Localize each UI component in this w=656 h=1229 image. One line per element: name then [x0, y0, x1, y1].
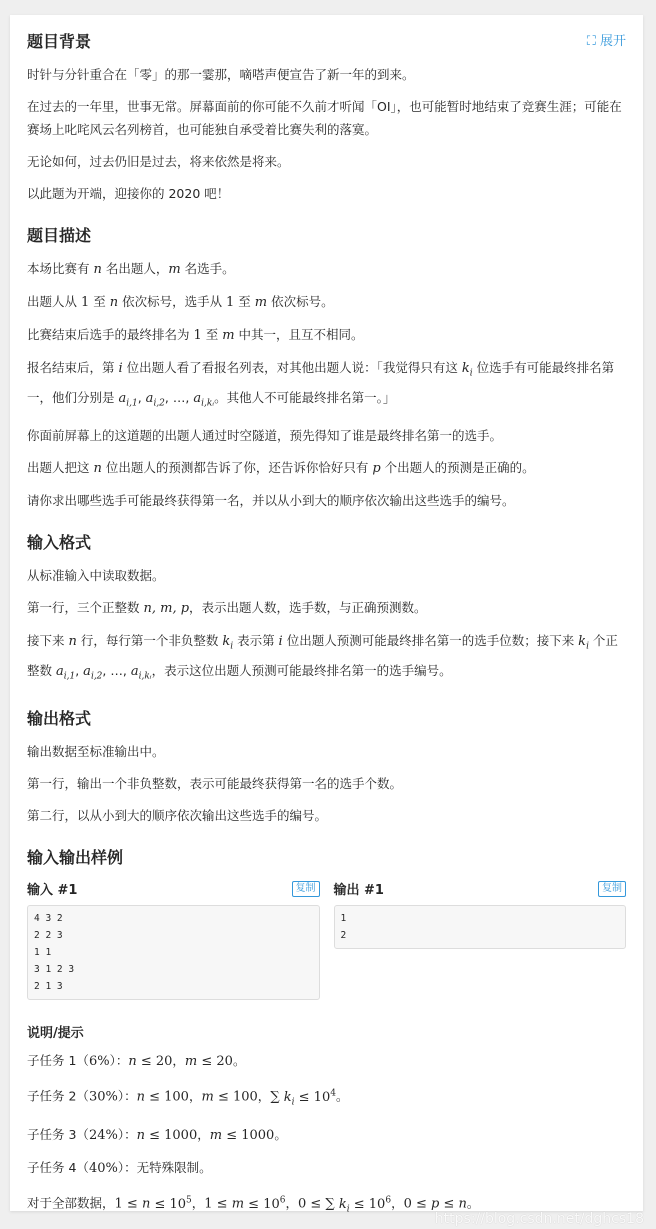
math-base: m [222, 328, 235, 343]
math-num [145, 1128, 197, 1143]
text: 位选手有可能最终排名第一，他们分别是 [27, 360, 615, 405]
paragraph [27, 489, 626, 512]
math-num [150, 1197, 191, 1212]
text: 。 [232, 1053, 246, 1069]
math-base: ∑ [270, 1089, 284, 1105]
math-var [83, 663, 103, 682]
math-num [298, 1197, 339, 1212]
text: 依次标号，选手从 [118, 294, 227, 309]
math-num [404, 1197, 431, 1212]
paragraph [27, 182, 626, 205]
math-base: ≤ 10 [150, 1196, 187, 1212]
section-title-samples: 输入输出样例 [27, 848, 124, 868]
paragraph [27, 564, 626, 587]
text: 比赛结束后选手的最终排名为 [27, 327, 194, 342]
math-base: ≤ 1000 [144, 1128, 198, 1144]
sample-output-title: 输出 #1 [333, 883, 384, 899]
text: , [75, 662, 84, 678]
paragraph [27, 257, 626, 281]
math-base: i [278, 634, 283, 650]
math-var [118, 390, 138, 409]
paragraph [27, 424, 626, 447]
text: , …, [164, 389, 194, 405]
math-base: 6% [88, 1054, 110, 1070]
text: 第二行，以从小到大的顺序依次输出这些选手的编号。 [27, 808, 328, 824]
copy-output-button[interactable]: 复制 [598, 881, 626, 897]
math-base: n [128, 1054, 137, 1070]
text: 。 [335, 1088, 349, 1104]
text: 至 [89, 294, 110, 309]
text: , …, [102, 662, 131, 678]
samples [27, 879, 626, 1000]
math-base: n, m, p [143, 601, 190, 617]
problem-sections [27, 31, 626, 827]
math-base: 0 ≤ ∑ [298, 1196, 339, 1212]
text: ， [172, 1053, 185, 1069]
sample-input [27, 879, 320, 1000]
math-num [350, 1197, 391, 1212]
text: 表示第 [233, 633, 279, 649]
math-num [145, 1090, 189, 1105]
text: 请你求出哪些选手可能最终获得第一名，并以从小到大的顺序依次输出这些选手的编号。 [27, 493, 515, 509]
copy-input-button[interactable]: 复制 [292, 881, 320, 897]
math-num [115, 1197, 142, 1212]
math-subscript: i [346, 1204, 350, 1215]
math-num [193, 328, 201, 343]
math-base: p [431, 1196, 440, 1212]
text: ， [197, 1127, 210, 1143]
sample-output [334, 879, 627, 1000]
paragraph [27, 63, 626, 86]
math-var [168, 262, 180, 277]
math-base: m [168, 262, 181, 277]
math-subscript: i,kᵢ [201, 398, 215, 409]
section-title: 题目描述 [27, 226, 92, 245]
text: 接下来 [27, 633, 69, 649]
math-var [338, 1196, 350, 1215]
math-subscript: i [586, 641, 589, 652]
math-subscript: i [469, 368, 473, 379]
text: 。其他人不可能最终排名第一。」 [214, 389, 396, 405]
text: 子任务 4（ [27, 1160, 89, 1176]
math-superscript: 6 [279, 1195, 286, 1206]
text: , [137, 389, 146, 405]
math-var [459, 1197, 467, 1212]
math-subscript: i,1 [63, 671, 76, 682]
math-base: n [136, 1089, 145, 1105]
text: 个出题人的预测是正确的。 [380, 460, 535, 476]
text: ）： [109, 1053, 129, 1069]
math-base: m [231, 1196, 245, 1212]
section-title: 输出格式 [27, 709, 92, 729]
math-base: n [93, 262, 102, 277]
math-num [439, 1197, 458, 1212]
text: 。 [274, 1127, 287, 1143]
math-var [232, 1197, 244, 1212]
paragraph [27, 323, 626, 347]
watermark: https://blog.csdn.net/dghcs18 [434, 1211, 644, 1227]
math-base: n [109, 295, 119, 310]
math-var [130, 663, 152, 682]
math-var [68, 634, 76, 649]
paragraph [27, 772, 626, 795]
math-base: ≤ 20 [197, 1054, 233, 1070]
math-superscript: 4 [330, 1088, 336, 1099]
math-base: ≤ 20 [136, 1054, 173, 1070]
text: 出题人把这 [27, 460, 94, 476]
math-base: n [68, 634, 77, 650]
math-base: k [461, 361, 470, 376]
math-var [193, 390, 215, 409]
text: 本场比赛有 [27, 261, 94, 276]
math-num [89, 1161, 118, 1176]
math-base: n [93, 461, 102, 477]
math-base: 30% [88, 1089, 118, 1105]
paragraph [27, 629, 626, 688]
math-var [185, 1054, 197, 1069]
text: 中其一，且互不相同。 [234, 327, 364, 342]
text: ， [391, 1195, 404, 1211]
sample-input-content[interactable]: 4 3 2 2 2 3 1 1 3 1 2 3 2 1 3 [27, 905, 320, 1000]
math-base: k [283, 1089, 292, 1105]
text: ，表示出题人数，选手数，与正确预测数。 [189, 600, 427, 616]
math-var [128, 1054, 136, 1069]
math-base: k [578, 634, 587, 650]
math-subscript: i [291, 1097, 295, 1108]
math-var [222, 634, 234, 652]
text: 位出题人的预测都告诉了你，还告诉你恰好只有 [101, 460, 373, 476]
paragraph [27, 150, 626, 173]
math-base: a [55, 663, 64, 679]
hint-body [27, 1049, 626, 1221]
math-var [461, 361, 473, 379]
section-title: 输入格式 [27, 533, 92, 553]
problem-card [10, 15, 643, 1215]
math-base: 1 ≤ [114, 1196, 142, 1212]
math-base: a [118, 390, 127, 406]
text: ， [257, 1088, 271, 1104]
math-num [197, 1054, 233, 1069]
math-var [145, 390, 165, 409]
paragraph [27, 740, 626, 763]
math-base: 1 [80, 295, 90, 310]
text: 至 [234, 294, 255, 309]
text: ， [191, 1195, 205, 1211]
math-var [93, 262, 101, 277]
paragraph [27, 356, 626, 415]
text: 。 [466, 1195, 480, 1211]
math-base: m [254, 295, 268, 310]
text: 行，每行第一个非负整数 [76, 633, 223, 649]
text: 你面前屏幕上的这道题的出题人通过时空隧道，预先得知了谁是最终排名第一的选手。 [27, 428, 503, 444]
text: 名选手。 [180, 261, 235, 276]
text: 以此题为开端，迎接你的 2020 吧！ [27, 186, 230, 201]
math-var [137, 1128, 145, 1143]
paragraph [27, 1156, 626, 1180]
paragraph [27, 804, 626, 827]
text: 报名结束后，第 [27, 360, 119, 375]
math-base: ≤ 100 [144, 1089, 189, 1105]
math-base: ≤ 10 [349, 1196, 386, 1212]
text: 子任务 2（ [27, 1088, 89, 1104]
math-num [89, 1054, 110, 1069]
fullscreen-icon: ⛶ [586, 34, 600, 49]
math-num [222, 1128, 274, 1143]
math-var [55, 663, 76, 682]
text: 从标准输入中读取数据。 [27, 568, 165, 584]
math-num [214, 1090, 258, 1105]
math-base: ≤ 1000 [222, 1128, 275, 1144]
text: ）： [117, 1088, 137, 1104]
text: 出题人从 [27, 294, 81, 309]
paragraph [27, 1049, 626, 1073]
text: 第一行，输出一个非负整数，表示可能最终获得第一名的选手个数。 [27, 776, 403, 792]
math-num [204, 1197, 231, 1212]
paragraph [27, 95, 626, 141]
text: 无论如何，过去仍旧是过去，将来依然是将来。 [27, 154, 290, 169]
sample-output-content[interactable]: 1 2 [334, 905, 627, 949]
sample-input-title: 输入 #1 [27, 883, 78, 899]
math-base: k [338, 1196, 347, 1212]
math-var [201, 1090, 213, 1105]
text: 子任务 1（ [27, 1053, 89, 1069]
math-num [137, 1054, 173, 1069]
text: ， [285, 1195, 298, 1211]
math-subscript: i,2 [90, 671, 103, 682]
math-base: i [118, 361, 123, 376]
text: 时针与分针重合在「零」的那一霎那，嘀嗒声便宣告了新一年的到来。 [27, 67, 415, 82]
math-subscript: i,2 [153, 398, 165, 409]
math-num [295, 1090, 336, 1105]
text: 个正整数 [27, 633, 618, 678]
math-base: ≤ [439, 1196, 459, 1212]
math-base: m [201, 1089, 214, 1105]
math-base: a [145, 390, 154, 406]
math-base: a [130, 663, 139, 679]
math-base: ≤ 10 [244, 1196, 280, 1212]
math-var [110, 295, 118, 310]
paragraph [27, 1082, 626, 1114]
text: ）：无特殊限制。 [117, 1160, 212, 1176]
math-base: 24% [88, 1128, 118, 1144]
math-base: 40% [88, 1161, 118, 1177]
text: ，表示这位出题人预测可能最终排名第一的选手编号。 [151, 662, 452, 678]
text: 输出数据至标准输出中。 [27, 744, 165, 760]
section-title-text: 题目背景 [27, 32, 92, 51]
text: 名出题人， [101, 261, 169, 276]
math-base: 0 ≤ [403, 1196, 432, 1212]
math-num [244, 1197, 285, 1212]
math-var [578, 634, 589, 652]
math-subscript: i,1 [126, 398, 138, 409]
math-var [372, 461, 380, 476]
paragraph [27, 456, 626, 480]
expand-label: 展开 [599, 34, 626, 49]
math-base: 1 ≤ [204, 1196, 232, 1212]
math-base: a [193, 390, 202, 406]
math-var [93, 461, 101, 476]
math-base: m [184, 1054, 198, 1070]
paragraph [27, 1123, 626, 1147]
math-var [137, 1090, 145, 1105]
math-subscript: i,kᵢ [138, 671, 152, 682]
math-base: 1 [193, 328, 202, 343]
math-var [143, 601, 189, 616]
math-base: p [372, 461, 381, 477]
math-num [270, 1090, 283, 1105]
math-base: a [83, 663, 91, 679]
text: 子任务 3（ [27, 1127, 89, 1143]
math-base: n [136, 1128, 145, 1144]
math-num [89, 1128, 118, 1143]
math-superscript: 5 [186, 1195, 192, 1206]
text: 第一行，三个正整数 [27, 600, 144, 616]
text: 至 [201, 327, 223, 342]
math-var [283, 1089, 295, 1108]
math-base: ≤ 100 [213, 1089, 258, 1105]
text: 对于全部数据， [27, 1195, 115, 1211]
paragraph [27, 596, 626, 620]
math-var [222, 328, 234, 343]
math-base: n [458, 1196, 467, 1212]
math-base: ≤ 10 [294, 1089, 331, 1105]
paragraph [27, 290, 626, 314]
math-base: n [141, 1196, 151, 1212]
text: 在过去的一年里，世事无常。屏幕面前的你可能不久前才听闻「OI」，也可能暂时地结束了竞赛生涯；可能在赛场上叱咤风云名列榜首，也可能独自承受着比赛失利的落寞。 [27, 99, 622, 137]
text: 位出题人预测可能最终排名第一的选手位数；接下来 [282, 633, 579, 649]
math-base: k [222, 634, 231, 650]
section-title [27, 31, 626, 53]
math-var [255, 295, 267, 310]
math-base: m [209, 1128, 223, 1144]
text: 位出题人看了看报名列表，对其他出题人说：「我觉得只有这 [122, 360, 462, 375]
math-var [210, 1128, 222, 1143]
text: ）： [117, 1127, 137, 1143]
math-num [89, 1090, 118, 1105]
math-subscript: i [230, 641, 234, 652]
math-superscript: 6 [385, 1195, 392, 1206]
expand-button[interactable] [587, 31, 626, 53]
text: ， [188, 1088, 202, 1104]
math-base: 1 [226, 295, 235, 310]
hint-title: 说明/提示 [27, 1026, 84, 1042]
text: 依次标号。 [267, 294, 334, 309]
